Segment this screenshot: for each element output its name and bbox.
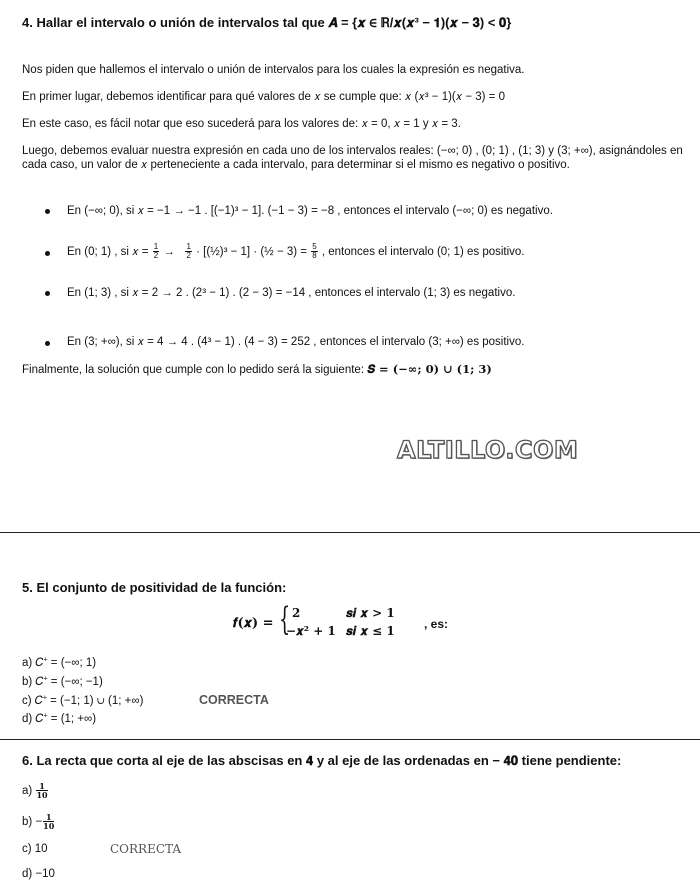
left-brace-icon: { — [279, 600, 291, 638]
q5-option-a: a) 𝐶⁺ = (−∞; 1) — [22, 657, 97, 669]
bullet — [45, 341, 50, 346]
altillo-watermark-logo: ALTILLO.COM — [397, 436, 579, 464]
q4-title: 4. Hallar el intervalo o unión de intervalos tal que 𝑨 = {𝒙 ∈ ℝ/𝒙(𝒙³ − 𝟏)(𝒙 − 𝟑) < 𝟎} — [22, 15, 512, 30]
fraction: $\frac{5}{8}$ — [312, 242, 317, 261]
q6-title: 6. La recta que corta al eje de las abscisas en 𝟒 y al eje de las ordenadas en − 𝟒𝟎 tiene pendiente: — [22, 753, 622, 768]
q5-option-c: c) 𝐶⁺ = (−1; 1) ∪ (1; +∞) — [22, 695, 144, 707]
bullet — [45, 209, 50, 214]
q4-final — [22, 362, 492, 377]
q5-option-b: b) 𝐶⁺ = (−∞; −1) — [22, 676, 103, 688]
q5-case1-expr: 𝟐 — [292, 606, 301, 620]
section-divider — [0, 739, 700, 740]
q4-case-1-3: En (1; 3) , si 𝑥 = 2 → 2 . (2³ − 1) . (2 − 3) = −14 , entonces el intervalo (1; 3) es negativo. — [67, 287, 516, 299]
q4-final-text: Finalmente, la solución que cumple con lo pedido será la siguiente: — [22, 364, 365, 376]
q4-step1: En primer lugar, debemos identificar para qué valores de 𝑥 se cumple que: 𝑥 (𝑥³ − 1)(𝑥 − 3) = 0 — [22, 91, 505, 103]
bullet — [45, 291, 50, 296]
arrow: → — [163, 246, 175, 258]
fraction: $\frac{1}{10}$ — [43, 812, 55, 832]
q5-case1-cond: 𝒔𝒊 𝒙 > 𝟏 — [346, 606, 395, 620]
q6-option-a: a) $\frac{1}{10}$ — [22, 781, 48, 801]
q4-case-0-1-pre: En (0; 1) , si 𝑥 = — [67, 246, 149, 258]
q5-title: 5. El conjunto de positividad de la función: — [22, 580, 287, 595]
q5-correct-label: CORRECTA — [199, 693, 269, 707]
q6-option-d: d) −10 — [22, 868, 55, 880]
fraction: $\frac{1}{10}$ — [36, 781, 48, 801]
q5-function-tail: , es: — [424, 617, 449, 631]
q5-option-d: d) 𝐶⁺ = (1; +∞) — [22, 713, 97, 725]
section-divider — [0, 532, 700, 533]
fraction: $\frac{1}{2}$ — [153, 242, 159, 261]
q4-case-neg-inf-0: En (−∞; 0), si 𝑥 = −1 → −1 . [(−1)³ − 1]. (−1 − 3) = −8 , entonces el intervalo (−∞; 0) es negativo. — [67, 205, 553, 217]
q6-option-b: b) − $\frac{1}{10}$ — [22, 812, 55, 832]
fraction: $\frac{1}{2}$ — [186, 242, 191, 261]
q4-case-3-inf: En (3; +∞), si 𝑥 = 4 → 4 . (4³ − 1) . (4 − 3) = 252 , entonces el intervalo (3; +∞) es positivo. — [67, 336, 525, 348]
q4-evaluate: Luego, debemos evaluar nuestra expresión en cada uno de los intervalos reales: (−∞; 0) , (0; 1) , (1; 3) y (3; +∞), asignándoles en cada caso, un valor de 𝑥 perteneciente a cada intervalo, para determinar si el mismo es negativo o positivo. — [22, 145, 683, 171]
q6-option-c: c) 10 — [22, 843, 48, 855]
q4-case-0-1-post: , entonces el intervalo (0; 1) es positivo. — [321, 246, 525, 258]
q4-roots: En este caso, es fácil notar que eso sucederá para los valores de: 𝑥 = 0, 𝑥 = 1 y 𝑥 = 3. — [22, 118, 461, 130]
q5-case2-cond: 𝒔𝒊 𝒙 ≤ 𝟏 — [346, 624, 395, 638]
q4-intro: Nos piden que hallemos el intervalo o unión de intervalos para los cuales la expresión es negativa. — [22, 64, 525, 76]
q4-case-0-1-expr: · [(½)³ − 1] · (½ − 3) = — [196, 246, 308, 258]
q5-case2-expr: −𝒙² + 𝟏 — [286, 624, 336, 638]
q5-function-lhs: 𝒇(𝒙) = — [233, 616, 274, 631]
q6-correct-label: CORRECTA — [110, 842, 182, 856]
q4-case-0-1 — [67, 240, 525, 264]
bullet — [45, 251, 50, 256]
q4-solution: 𝑺 = (−∞; 𝟎) ∪ (𝟏; 𝟑) — [367, 362, 492, 376]
